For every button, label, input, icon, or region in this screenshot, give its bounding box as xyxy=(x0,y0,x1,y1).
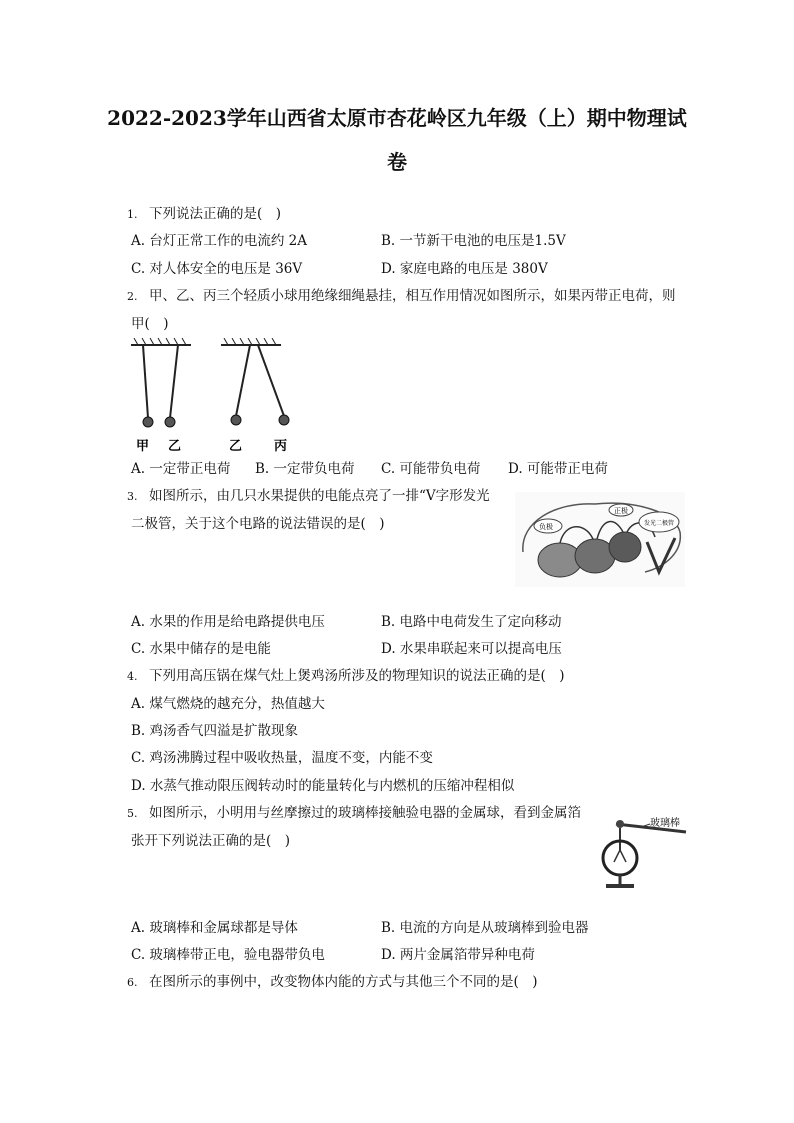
question-text: 甲、乙、丙三个轻质小球用绝缘细绳悬挂，相互作用情况如图所示，如果丙带正电荷，则 xyxy=(149,288,676,304)
label-bing: 丙 xyxy=(274,439,288,454)
q5-option-d: D. 两片金属箔带异种电荷 xyxy=(381,947,535,963)
question-3-stem xyxy=(127,486,490,507)
q4-option-c: C. 鸡汤沸腾过程中吸收热量，温度不变，内能不变 xyxy=(131,750,433,766)
q1-option-d: D. 家庭电路的电压是 380V xyxy=(381,261,548,277)
question-5-stem xyxy=(127,803,581,824)
question-number: 5. xyxy=(127,807,138,820)
q1-option-b: B. 一节新干电池的电压是1.5V xyxy=(381,233,566,249)
question-text: 如图所示，小明用与丝摩擦过的玻璃棒接触验电器的金属球，看到金属箔 xyxy=(149,805,581,821)
q5-option-c: C. 玻璃棒带正电，验电器带负电 xyxy=(131,947,325,963)
q4-option-b: B. 鸡汤香气四溢是扩散现象 xyxy=(131,723,299,739)
q3-option-c: C. 水果中储存的是电能 xyxy=(131,641,271,657)
question-6-stem xyxy=(127,972,538,993)
question-number: 3. xyxy=(127,490,138,503)
fruit-battery-figure xyxy=(515,492,685,587)
label-positive: 正极 xyxy=(614,507,628,515)
question-number: 6. xyxy=(127,976,138,989)
question-text: 在图所示的事例中，改变物体内能的方式与其他三个不同的是( ) xyxy=(149,974,538,990)
question-number: 4. xyxy=(127,670,138,683)
question-3-stem-cont: 二极管，关于这个电路的说法错误的是( ) xyxy=(131,516,385,532)
pendulum-figure xyxy=(126,338,306,458)
q2-option-b: B. 一定带负电荷 xyxy=(255,461,355,477)
label-yi-2: 乙 xyxy=(229,439,243,454)
q4-option-a: A. 煤气燃烧的越充分，热值越大 xyxy=(131,696,325,712)
label-jia: 甲 xyxy=(136,439,150,454)
label-negative: 负极 xyxy=(539,523,553,531)
q4-option-d: D. 水蒸气推动限压阀转动时的能量转化与内燃机的压缩冲程相似 xyxy=(131,778,515,794)
title-line-2: 卷 xyxy=(387,150,407,174)
q2-option-d: D. 可能带正电荷 xyxy=(508,461,608,477)
q3-option-d: D. 水果串联起来可以提高电压 xyxy=(381,641,562,657)
question-text: 如图所示，由几只水果提供的电能点亮了一排“V字形发光 xyxy=(149,488,490,504)
q2-option-a: A. 一定带正电荷 xyxy=(131,461,231,477)
electroscope-figure xyxy=(598,810,690,892)
question-2-stem xyxy=(127,286,676,307)
question-4-stem xyxy=(127,666,565,687)
q1-option-a: A. 台灯正常工作的电流约 2A xyxy=(131,233,307,249)
label-yi: 乙 xyxy=(168,439,182,454)
page-title xyxy=(60,96,734,184)
q3-option-a: A. 水果的作用是给电路提供电压 xyxy=(131,614,325,630)
title-line-1: 2022-2023学年山西省太原市杏花岭区九年级（上）期中物理试 xyxy=(107,106,687,130)
q5-option-b: B. 电流的方向是从玻璃棒到验电器 xyxy=(381,920,589,936)
question-text: 下列用高压锅在煤气灶上煲鸡汤所涉及的物理知识的说法正确的是( ) xyxy=(149,668,565,684)
question-1-stem xyxy=(127,204,281,225)
label-glass-rod: 玻璃棒 xyxy=(650,818,680,829)
label-led: 发光二极管 xyxy=(644,520,675,527)
question-5-stem-cont: 张开下列说法正确的是( ) xyxy=(131,833,291,849)
q5-option-a: A. 玻璃棒和金属球都是导体 xyxy=(131,920,298,936)
question-2-stem-cont: 甲( ) xyxy=(131,316,169,332)
q1-option-c: C. 对人体安全的电压是 36V xyxy=(131,261,303,277)
question-number: 2. xyxy=(127,290,138,303)
q2-option-c: C. 可能带负电荷 xyxy=(381,461,481,477)
question-number: 1. xyxy=(127,208,138,221)
question-text: 下列说法正确的是( ) xyxy=(149,206,282,222)
q3-option-b: B. 电路中电荷发生了定向移动 xyxy=(381,614,562,630)
